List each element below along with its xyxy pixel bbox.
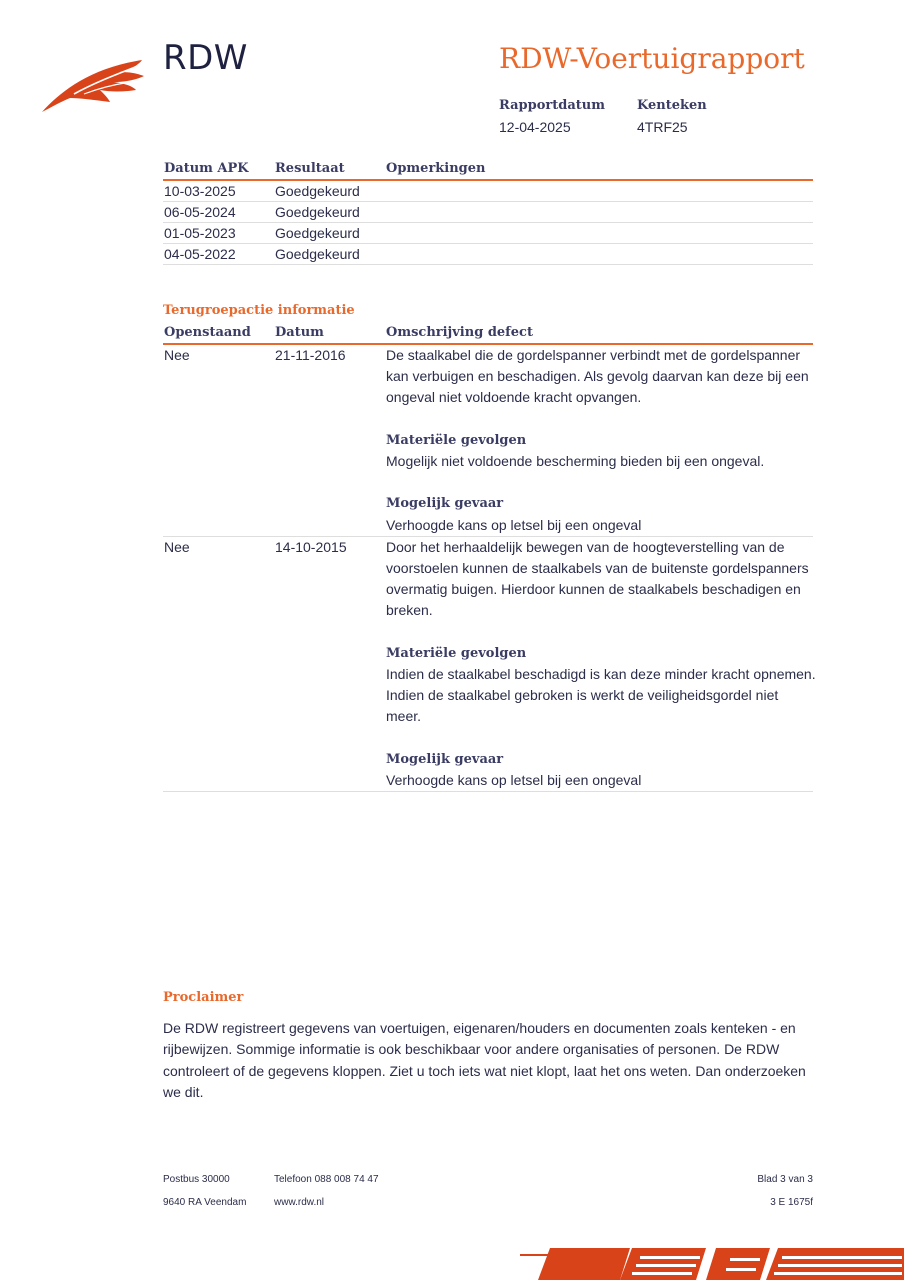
table-row [163, 537, 816, 792]
footer-doc-code: 3 E 1675f [770, 1197, 813, 1208]
table-row [163, 181, 813, 202]
table-row [163, 345, 813, 537]
proclaimer-title: Proclaimer [163, 990, 244, 1005]
description-line: voorstoelen kunnen de staalkabels van de buitenste gordelspanners [386, 560, 809, 576]
description-line: overmatig buigen. Hierdoor kunnen de staalkabels beschadigen en [386, 581, 801, 598]
apk-date: 06-05-2024 [164, 204, 236, 220]
table-row [163, 223, 813, 244]
plate-block [637, 98, 707, 135]
table-row [163, 244, 813, 265]
recall-header-date: Datum [275, 325, 324, 340]
apk-header-row [163, 160, 813, 181]
plate-label: Kenteken [637, 98, 707, 113]
apk-date: 10-03-2025 [164, 183, 236, 199]
consequences-line: Indien de staalkabel gebroken is werkt de veiligheidsgordel niet [386, 687, 779, 704]
consequences-label: Materiële gevolgen [386, 645, 527, 661]
proclaimer-line: De RDW registreert gegevens van voertuigen, eigenaren/houders en documenten zoals kenteken - en [163, 1020, 796, 1036]
rdw-logo-icon [40, 54, 150, 116]
description-line: kan verbuigen en beschadigen. Als gevolg daarvan kan deze bij een [386, 368, 809, 385]
recall-date: 14-10-2015 [275, 538, 347, 555]
consequences-line: meer. [386, 708, 422, 725]
description-line: Door het herhaaldelijk bewegen van de hoogteverstelling van de [386, 538, 785, 555]
proclaimer-line: controleert of de gegevens kloppen. Ziet u toch iets wat niet klopt, laat het ons weten. Dan onderzoeken [163, 1062, 806, 1079]
recall-header-row [163, 324, 813, 345]
apk-result: Goedgekeurd [275, 204, 360, 220]
description-line: De staalkabel die de gordelspanner verbindt met de gordelspanner [386, 347, 801, 363]
footer-postbus: Postbus 30000 [163, 1174, 230, 1185]
apk-header-remarks: Opmerkingen [386, 161, 486, 176]
report-date-label: Rapportdatum [499, 98, 605, 113]
apk-header-result: Resultaat [275, 161, 345, 176]
proclaimer-line: we dit. [163, 1083, 204, 1100]
description-line: ongeval niet voldoende kracht opvangen. [386, 389, 642, 406]
footer-website-link[interactable]: www.rdw.nl [274, 1197, 325, 1208]
danger-label: Mogelijk gevaar [386, 751, 504, 767]
recall-date: 21-11-2016 [275, 347, 346, 363]
brand-name: RDW [163, 38, 248, 78]
proclaimer-line: rijbewijzen. Sommige informatie is ook beschikbaar voor andere organisaties of personen. De RDW [163, 1041, 780, 1058]
report-date-value: 12-04-2025 [499, 119, 571, 135]
danger-text: Verhoogde kans op letsel bij een ongeval [386, 772, 642, 788]
apk-result: Goedgekeurd [275, 183, 360, 199]
description-line: breken. [386, 602, 433, 619]
recall-table [163, 324, 816, 792]
recall-description [386, 345, 811, 536]
apk-table [163, 160, 813, 265]
report-date-block [499, 98, 605, 135]
plate-value: 4TRF25 [637, 119, 688, 135]
recall-header-open: Openstaand [164, 325, 251, 340]
consequences-line: Indien de staalkabel beschadigd is kan deze minder kracht opnemen. [386, 666, 816, 682]
table-row [163, 202, 813, 223]
page-title: RDW-Voertuigrapport [499, 42, 805, 75]
footer-phone: Telefoon 088 008 74 47 [274, 1174, 379, 1185]
recall-header-description: Omschrijving defect [386, 325, 533, 340]
apk-date: 01-05-2023 [164, 225, 236, 241]
danger-text: Verhoogde kans op letsel bij een ongeval [386, 516, 642, 533]
apk-result: Goedgekeurd [275, 225, 360, 241]
danger-label: Mogelijk gevaar [386, 496, 504, 512]
footer-page-number: Blad 3 van 3 [757, 1174, 813, 1185]
apk-header-date: Datum APK [164, 161, 249, 176]
consequences-label: Materiële gevolgen [386, 432, 527, 448]
apk-date: 04-05-2022 [164, 246, 236, 262]
proclaimer-text [163, 1018, 813, 1103]
recall-open: Nee [164, 347, 190, 363]
recall-description [386, 537, 816, 791]
apk-result: Goedgekeurd [275, 246, 360, 262]
consequences-line: Mogelijk niet voldoende bescherming bieden bij een ongeval. [386, 453, 765, 469]
footer-postcode: 9640 RA Veendam [163, 1197, 247, 1208]
recall-open: Nee [164, 538, 190, 555]
decorative-stripes-icon [520, 1244, 904, 1280]
recall-section-title: Terugroepactie informatie [163, 303, 355, 318]
